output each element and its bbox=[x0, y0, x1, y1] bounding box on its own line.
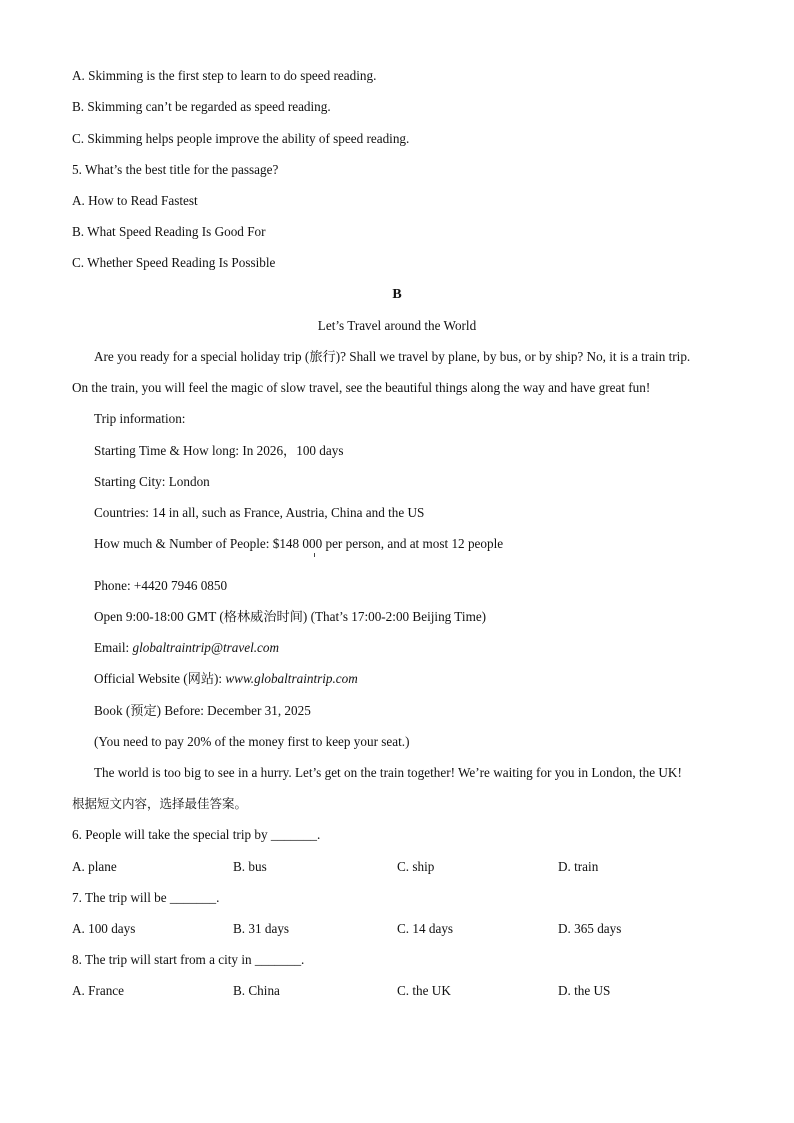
q7-option-a: A. 100 days bbox=[72, 921, 136, 936]
prev-option-c: C. Skimming helps people improve the ability of speed reading. bbox=[72, 131, 410, 146]
deposit-note: (You need to pay 20% of the money first to keep your seat.) bbox=[94, 734, 410, 749]
q6-stem: 6. People will take the special trip by _______. bbox=[72, 827, 321, 842]
website-address: www.globaltraintrip.com bbox=[225, 671, 358, 686]
q7-option-b: B. 31 days bbox=[233, 921, 290, 936]
book-before: Book (预定) Before: December 31, 2025 bbox=[94, 703, 311, 718]
q8-option-a: A. France bbox=[72, 983, 124, 998]
q8-option-c: C. the UK bbox=[397, 983, 451, 998]
starting-time: Starting Time & How long: In 2026，100 days bbox=[94, 443, 344, 458]
q8-stem: 8. The trip will start from a city in _______. bbox=[72, 952, 305, 967]
intro-line-2: On the train, you will feel the magic of slow travel, see the beautiful things along the way and have great fun! bbox=[72, 380, 651, 395]
email-label: Email: bbox=[94, 640, 130, 655]
q5-stem: 5. What’s the best title for the passage? bbox=[72, 162, 279, 177]
prev-option-b: B. Skimming can’t be regarded as speed reading. bbox=[72, 99, 331, 114]
website-line bbox=[94, 671, 358, 687]
intro-line-1: Are you ready for a special holiday trip (旅行)? Shall we travel by plane, by bus, or by ship? No, it is a train trip. bbox=[94, 349, 691, 364]
q8-option-b: B. China bbox=[233, 983, 280, 998]
section-letter: B bbox=[392, 287, 402, 302]
q6-option-c: C. ship bbox=[397, 859, 435, 874]
instruction: 根据短文内容，选择最佳答案。 bbox=[72, 796, 248, 811]
q5-option-a: A. How to Read Fastest bbox=[72, 193, 198, 208]
price-and-people: How much & Number of People: $148 000 per person, and at most 12 people bbox=[94, 536, 504, 551]
q6-option-a: A. plane bbox=[72, 859, 117, 874]
phone: Phone: +4420 7946 0850 bbox=[94, 578, 228, 593]
q5-option-c: C. Whether Speed Reading Is Possible bbox=[72, 255, 276, 270]
q7-option-d: D. 365 days bbox=[558, 921, 622, 936]
q7-option-c: C. 14 days bbox=[397, 921, 454, 936]
info-heading: Trip information: bbox=[94, 411, 186, 426]
open-hours: Open 9:00-18:00 GMT (格林威治时间) (That’s 17:00-2:00 Beijing Time) bbox=[94, 609, 487, 624]
passage-title: Let’s Travel around the World bbox=[317, 318, 477, 333]
q6-option-d: D. train bbox=[558, 859, 599, 874]
website-label: Official Website (网站): bbox=[94, 671, 223, 686]
countries: Countries: 14 in all, such as France, Austria, China and the US bbox=[94, 505, 425, 520]
stray-mark bbox=[314, 553, 315, 557]
starting-city: Starting City: London bbox=[94, 474, 210, 489]
prev-option-a: A. Skimming is the first step to learn to do speed reading. bbox=[72, 68, 377, 83]
closing-line: The world is too big to see in a hurry. Let’s get on the train together! We’re waiting for you in London, the UK! bbox=[94, 765, 682, 780]
q5-option-b: B. What Speed Reading Is Good For bbox=[72, 224, 266, 239]
q8-option-d: D. the US bbox=[558, 983, 611, 998]
q6-option-b: B. bus bbox=[233, 859, 267, 874]
email-address: globaltraintrip@travel.com bbox=[132, 640, 280, 655]
q7-stem: 7. The trip will be _______. bbox=[72, 890, 220, 905]
email-line bbox=[94, 640, 279, 656]
